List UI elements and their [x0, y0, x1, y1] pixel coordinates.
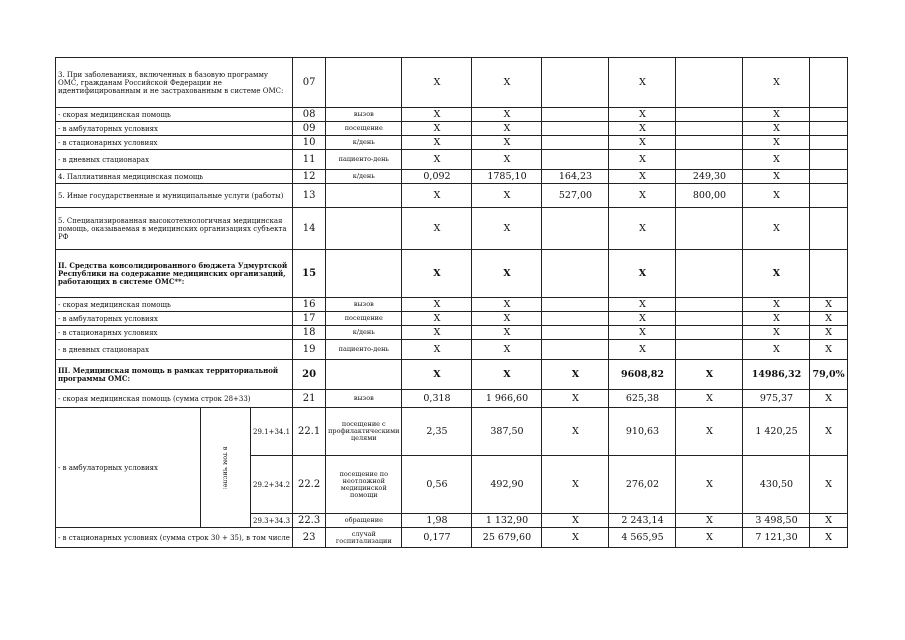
value-cell: 276,02	[609, 456, 676, 514]
unit-cell	[326, 208, 402, 250]
unit-cell	[326, 250, 402, 298]
table-row	[56, 58, 848, 108]
table-row	[56, 326, 848, 340]
value-cell: 430,50	[743, 456, 810, 514]
value-cell: 1785,10	[472, 170, 542, 184]
value-cell: X	[743, 326, 810, 340]
value-cell: X	[676, 390, 743, 408]
value-cell: X	[609, 108, 676, 122]
row-label: - в дневных стационарах	[56, 340, 293, 360]
unit-cell: случай госпитализации	[326, 528, 402, 548]
value-cell	[810, 208, 847, 250]
value-cell: 0,318	[402, 390, 472, 408]
unit-cell: посещение	[326, 122, 402, 136]
value-cell: X	[609, 326, 676, 340]
value-cell: X	[542, 456, 609, 514]
value-cell: X	[810, 408, 847, 456]
value-cell: X	[402, 250, 472, 298]
value-cell: X	[402, 312, 472, 326]
value-cell: 2,35	[402, 408, 472, 456]
value-cell	[810, 250, 847, 298]
unit-cell	[326, 184, 402, 208]
table-row	[56, 312, 848, 326]
table-row	[56, 150, 848, 170]
value-cell: X	[609, 340, 676, 360]
allocation-table	[55, 57, 848, 548]
value-cell: X	[609, 58, 676, 108]
value-cell: 1 966,60	[472, 390, 542, 408]
value-cell: X	[676, 360, 743, 390]
table-row	[56, 184, 848, 208]
value-cell: X	[472, 326, 542, 340]
value-cell: X	[402, 122, 472, 136]
value-cell: X	[542, 408, 609, 456]
row-label: - скорая медицинская помощь (сумма строк 28+33)	[56, 390, 293, 408]
value-cell: X	[402, 298, 472, 312]
value-cell: X	[609, 150, 676, 170]
value-cell: X	[810, 514, 847, 528]
row-code: 16	[293, 298, 326, 312]
row-code: 19	[293, 340, 326, 360]
row-code: 18	[293, 326, 326, 340]
value-cell: 249,30	[676, 170, 743, 184]
unit-cell: пациенто-день	[326, 150, 402, 170]
row-label: - в стационарных условиях (сумма строк 30 + 35), в том числе	[56, 528, 293, 548]
value-cell	[676, 208, 743, 250]
value-cell	[810, 122, 847, 136]
value-cell: X	[609, 122, 676, 136]
value-cell: X	[743, 184, 810, 208]
value-cell	[542, 326, 609, 340]
row-code: 23	[293, 528, 326, 548]
value-cell	[542, 250, 609, 298]
value-cell: X	[609, 208, 676, 250]
value-cell: 1,98	[402, 514, 472, 528]
value-cell: X	[542, 360, 609, 390]
value-cell	[542, 136, 609, 150]
value-cell: X	[402, 58, 472, 108]
value-cell: X	[402, 150, 472, 170]
value-cell: 14986,32	[743, 360, 810, 390]
row-sum-ref: 29.3+34.3	[251, 514, 293, 528]
row-label: II. Средства консолидированного бюджета Удмуртской Республики на содержание медицинских организаций, работающих в системе ОМС**:	[56, 250, 293, 298]
value-cell: X	[609, 250, 676, 298]
value-cell: 387,50	[472, 408, 542, 456]
vertical-label	[201, 408, 251, 528]
value-cell: X	[472, 312, 542, 326]
value-cell	[542, 108, 609, 122]
table-row	[56, 528, 848, 548]
value-cell: X	[743, 58, 810, 108]
value-cell	[542, 150, 609, 170]
value-cell	[676, 136, 743, 150]
row-code: 20	[293, 360, 326, 390]
row-code: 22.1	[293, 408, 326, 456]
value-cell: 910,63	[609, 408, 676, 456]
value-cell	[676, 122, 743, 136]
value-cell: 0,56	[402, 456, 472, 514]
value-cell: X	[609, 298, 676, 312]
value-cell: X	[472, 208, 542, 250]
unit-cell: посещение по неотложной медицинской помощи	[326, 456, 402, 514]
value-cell: X	[743, 136, 810, 150]
value-cell: 800,00	[676, 184, 743, 208]
value-cell: X	[542, 514, 609, 528]
unit-cell: посещение	[326, 312, 402, 326]
value-cell: X	[472, 58, 542, 108]
row-label: - в стационарных условиях	[56, 136, 293, 150]
value-cell: 164,23	[542, 170, 609, 184]
value-cell: 1 420,25	[743, 408, 810, 456]
row-code: 22.3	[293, 514, 326, 528]
value-cell: X	[472, 184, 542, 208]
value-cell: X	[542, 528, 609, 548]
row-code: 14	[293, 208, 326, 250]
vertical-label-text: в том числе:	[221, 446, 230, 489]
unit-cell: вызов	[326, 108, 402, 122]
value-cell: X	[743, 312, 810, 326]
value-cell: X	[472, 136, 542, 150]
unit-cell	[326, 360, 402, 390]
value-cell: X	[609, 170, 676, 184]
value-cell: 975,37	[743, 390, 810, 408]
unit-cell: к/день	[326, 170, 402, 184]
value-cell	[676, 150, 743, 170]
value-cell: X	[743, 298, 810, 312]
value-cell: X	[810, 312, 847, 326]
unit-cell: вызов	[326, 390, 402, 408]
table-row	[56, 170, 848, 184]
row-code: 08	[293, 108, 326, 122]
row-code: 11	[293, 150, 326, 170]
value-cell: X	[609, 136, 676, 150]
row-label: - в амбулаторных условиях	[56, 122, 293, 136]
value-cell	[676, 250, 743, 298]
row-code: 09	[293, 122, 326, 136]
value-cell: X	[676, 514, 743, 528]
row-label: - в дневных стационарах	[56, 150, 293, 170]
value-cell: X	[743, 170, 810, 184]
value-cell	[676, 108, 743, 122]
unit-cell: вызов	[326, 298, 402, 312]
row-code: 15	[293, 250, 326, 298]
value-cell	[810, 184, 847, 208]
unit-cell: к/день	[326, 326, 402, 340]
row-label: 4. Паллиативная медицинская помощь	[56, 170, 293, 184]
value-cell: X	[472, 122, 542, 136]
unit-cell: обращение	[326, 514, 402, 528]
value-cell: 4 565,95	[609, 528, 676, 548]
value-cell: X	[743, 150, 810, 170]
row-code: 22.2	[293, 456, 326, 514]
value-cell: X	[609, 184, 676, 208]
row-code: 13	[293, 184, 326, 208]
value-cell	[810, 108, 847, 122]
value-cell: 625,38	[609, 390, 676, 408]
value-cell: X	[743, 108, 810, 122]
value-cell: X	[676, 528, 743, 548]
value-cell: X	[542, 390, 609, 408]
value-cell	[542, 312, 609, 326]
row-code: 07	[293, 58, 326, 108]
table-row	[56, 108, 848, 122]
table-row	[56, 340, 848, 360]
value-cell	[676, 298, 743, 312]
value-cell: X	[402, 340, 472, 360]
value-cell	[810, 170, 847, 184]
value-cell: X	[743, 208, 810, 250]
value-cell: 3 498,50	[743, 514, 810, 528]
value-cell: X	[810, 456, 847, 514]
value-cell: X	[402, 136, 472, 150]
row-label: - в стационарных условиях	[56, 326, 293, 340]
value-cell: 25 679,60	[472, 528, 542, 548]
table-row	[56, 208, 848, 250]
value-cell: 527,00	[542, 184, 609, 208]
value-cell	[542, 340, 609, 360]
value-cell: 1 132,90	[472, 514, 542, 528]
value-cell: 0,092	[402, 170, 472, 184]
value-cell: X	[472, 340, 542, 360]
table-row	[56, 390, 848, 408]
value-cell: 492,90	[472, 456, 542, 514]
value-cell	[542, 122, 609, 136]
row-label: 5. Иные государственные и муниципальные услуги (работы)	[56, 184, 293, 208]
unit-cell: посещение с профилактическими целями	[326, 408, 402, 456]
value-cell	[810, 150, 847, 170]
table-row	[56, 136, 848, 150]
value-cell: X	[402, 184, 472, 208]
value-cell	[542, 58, 609, 108]
row-code: 10	[293, 136, 326, 150]
value-cell: 79,0%	[810, 360, 847, 390]
value-cell: X	[743, 340, 810, 360]
value-cell	[542, 208, 609, 250]
value-cell: X	[676, 456, 743, 514]
value-cell	[676, 326, 743, 340]
value-cell: X	[402, 326, 472, 340]
value-cell: 0,177	[402, 528, 472, 548]
value-cell: X	[810, 326, 847, 340]
value-cell: X	[810, 390, 847, 408]
value-cell: 2 243,14	[609, 514, 676, 528]
value-cell: 7 121,30	[743, 528, 810, 548]
value-cell: X	[472, 250, 542, 298]
value-cell	[676, 58, 743, 108]
value-cell: X	[402, 360, 472, 390]
value-cell: X	[609, 312, 676, 326]
value-cell	[810, 58, 847, 108]
row-label: - в амбулаторных условиях	[56, 312, 293, 326]
row-label: 5. Специализированная высокотехнологичная медицинская помощь, оказываемая в медицинских организациях субъекта РФ	[56, 208, 293, 250]
row-label: - скорая медицинская помощь	[56, 108, 293, 122]
table-row	[56, 250, 848, 298]
value-cell: X	[810, 340, 847, 360]
value-cell: X	[472, 150, 542, 170]
row-sum-ref: 29.2+34.2	[251, 456, 293, 514]
value-cell	[676, 312, 743, 326]
row-label: 3. При заболеваниях, включенных в базовую программу ОМС, гражданам Российской Федерации не идентифицированным и не застрахованным в системе ОМС:	[56, 58, 293, 108]
value-cell: X	[402, 208, 472, 250]
value-cell: X	[810, 528, 847, 548]
table-row	[56, 360, 848, 390]
value-cell: X	[810, 298, 847, 312]
value-cell: X	[402, 108, 472, 122]
value-cell	[676, 340, 743, 360]
value-cell: X	[676, 408, 743, 456]
row-sum-ref: 29.1+34.1	[251, 408, 293, 456]
value-cell	[810, 136, 847, 150]
value-cell: X	[472, 108, 542, 122]
row-label: III. Медицинская помощь в рамках территориальной программы ОМС:	[56, 360, 293, 390]
value-cell: X	[472, 360, 542, 390]
table-row	[56, 298, 848, 312]
value-cell: 9608,82	[609, 360, 676, 390]
table-row	[56, 122, 848, 136]
unit-cell	[326, 58, 402, 108]
unit-cell: пациенто-день	[326, 340, 402, 360]
value-cell: X	[743, 122, 810, 136]
row-code: 17	[293, 312, 326, 326]
unit-cell: к/день	[326, 136, 402, 150]
row-code: 21	[293, 390, 326, 408]
table-row	[56, 408, 848, 456]
value-cell: X	[743, 250, 810, 298]
row-label: - скорая медицинская помощь	[56, 298, 293, 312]
value-cell	[542, 298, 609, 312]
value-cell: X	[472, 298, 542, 312]
row-code: 12	[293, 170, 326, 184]
row-label: - в амбулаторных условиях	[56, 408, 201, 528]
